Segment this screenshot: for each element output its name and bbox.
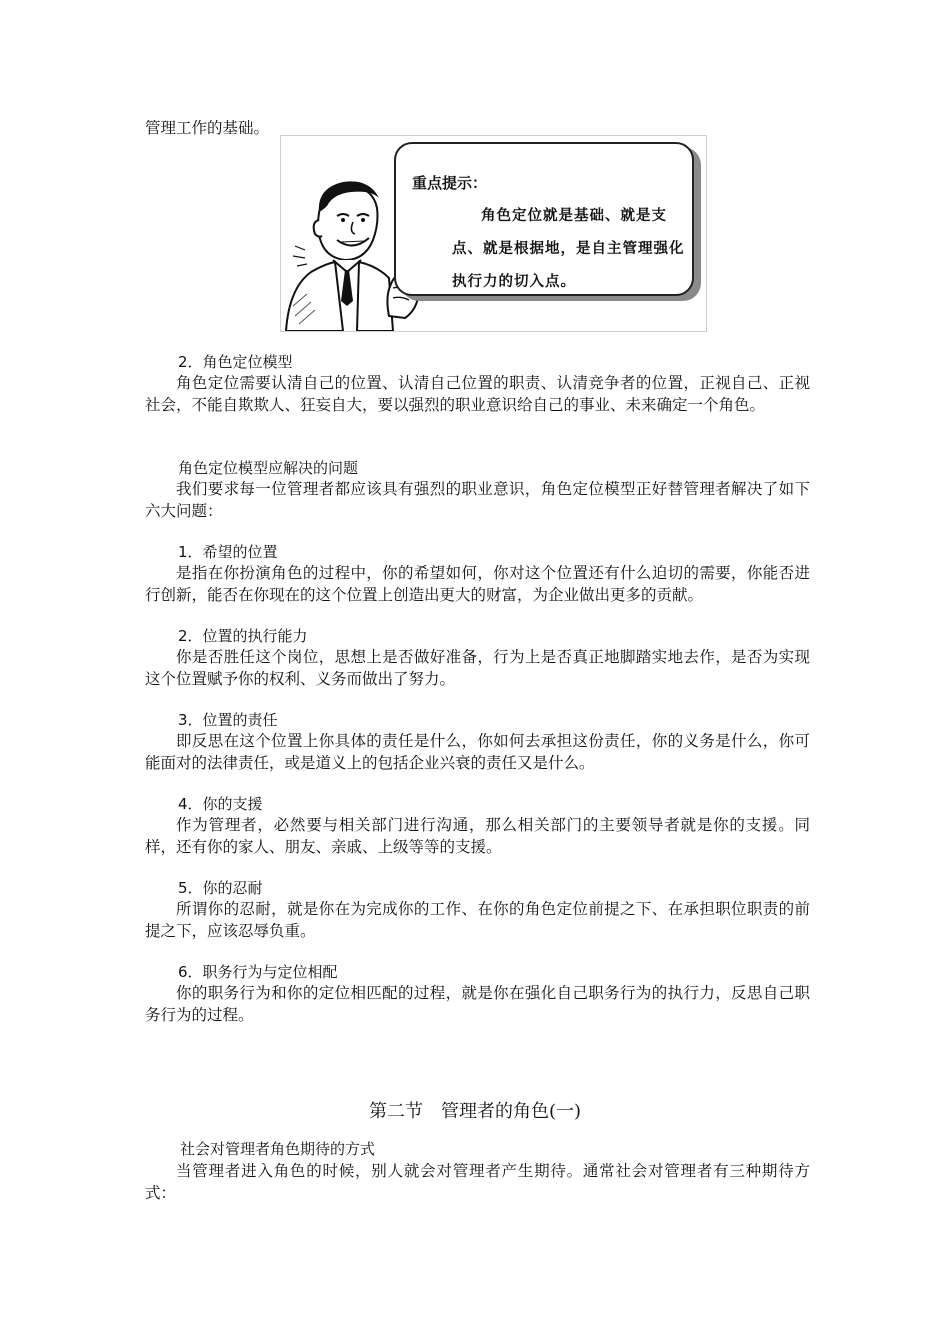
tip-body: 角色定位就是基础、就是支点、就是根据地，是自主管理强化执行力的切入点。 xyxy=(452,208,685,290)
item-heading-5: 5．你的忍耐 xyxy=(178,879,263,897)
item-text-4: 作为管理者，必然要与相关部门进行沟通，那么相关部门的主要领导者就是你的支援。同样，还有你的家人、朋友、亲戚、上级等等的支援。 xyxy=(145,816,810,856)
item-text-2: 你是否胜任这个岗位，思想上是否做好准备，行为上是否真正地脚踏实地去作，是否为实现这个位置赋予你的权利、义务而做出了努力。 xyxy=(145,648,810,688)
item-text-1: 是指在你扮演角色的过程中，你的希望如何，你对这个位置还有什么迫切的需要，你能否进行创新，能否在你现在的这个位置上创造出更大的财富，为企业做出更多的贡献。 xyxy=(145,564,810,604)
problems-heading: 角色定位模型应解决的问题 xyxy=(178,459,359,477)
item-heading-3: 3．位置的责任 xyxy=(178,711,278,729)
model-text: 角色定位需要认清自己的位置、认清自己位置的职责、认清竞争者的位置，正视自己、正视社会，不能自欺欺人、狂妄自大，要以强烈的职业意识给自己的事业、未来确定一个角色。 xyxy=(145,374,810,414)
item-heading-1: 1．希望的位置 xyxy=(178,543,278,561)
tip-title: 重点提示： xyxy=(412,174,488,192)
section-text: 当管理者进入角色的时候，别人就会对管理者产生期待。通常社会对管理者有三种期待方式： xyxy=(145,1162,810,1202)
item-text-5: 所谓你的忍耐，就是你在为完成你的工作、在你的角色定位前提之下、在承担职位职责的前提之下，应该忍辱负重。 xyxy=(145,900,810,940)
tip-speech-bubble xyxy=(394,142,694,296)
section-title: 第二节 管理者的角色(一) xyxy=(368,1101,582,1122)
item-heading-2: 2．位置的执行能力 xyxy=(178,627,308,645)
item-heading-4: 4．你的支援 xyxy=(178,795,263,813)
tip-figure xyxy=(280,135,707,332)
item-heading-6: 6．职务行为与定位相配 xyxy=(178,963,338,981)
section-heading: 社会对管理者角色期待的方式 xyxy=(180,1140,376,1158)
item-text-6: 你的职务行为和你的定位相匹配的过程，就是你在强化自己职务行为的执行力，反思自己职务行为的过程。 xyxy=(145,984,810,1024)
intro-text: 管理工作的基础。 xyxy=(145,119,270,137)
model-heading: 2．角色定位模型 xyxy=(178,353,293,371)
item-text-3: 即反思在这个位置上你具体的责任是什么，你如何去承担这份责任，你的义务是什么，你可能面对的法律责任，或是道义上的包括企业兴衰的责任又是什么。 xyxy=(145,732,810,772)
problems-text: 我们要求每一位管理者都应该具有强烈的职业意识，角色定位模型正好替管理者解决了如下六大问题： xyxy=(145,480,810,520)
